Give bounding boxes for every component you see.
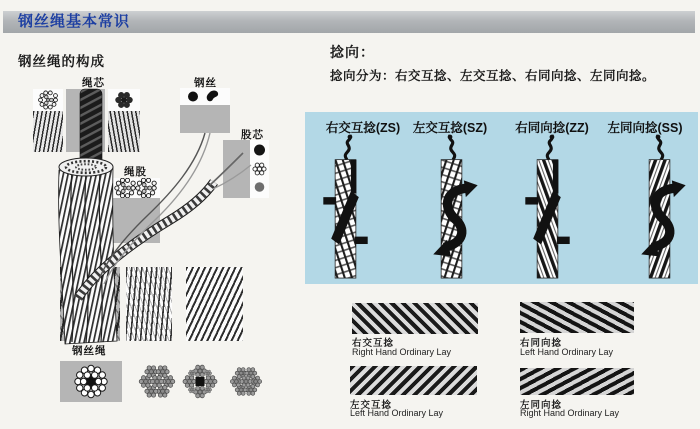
sample-cn-4: 左同向捻 (520, 400, 563, 411)
rope-cross-section-1 (75, 365, 107, 397)
lay-rope-zs (311, 134, 381, 282)
sample-en-4: Right Hand Ordinary Lay (520, 408, 620, 418)
label-strand-core: 股芯 (241, 129, 264, 141)
lay-rope-ss (625, 134, 695, 282)
sample-en-3: Left Hand Ordinary Lay (350, 408, 444, 418)
rope-cross-section-2 (139, 366, 175, 397)
composition-title: 钢丝绳的构成 (18, 54, 105, 69)
label-steel-wire: 钢丝 (194, 77, 217, 89)
rope-cross-section-4 (230, 368, 261, 396)
sample-en-2: Left Hand Ordinary Lay (520, 347, 614, 357)
lay-rope-zz (513, 134, 583, 282)
lay-type-label-ss: 左同向捻(SS) (607, 121, 683, 135)
sample-cn-3: 左交互捻 (350, 400, 393, 411)
page-title: 钢丝绳基本常识 (18, 13, 131, 30)
lay-section-title: 捻向： (330, 44, 375, 60)
sample-cn-1: 右交互捻 (352, 338, 395, 349)
header-bar (3, 11, 695, 33)
sample-rope-left-ordinary (350, 366, 477, 395)
sample-cn-2: 右同向捻 (520, 338, 563, 349)
lay-type-label-sz: 左交互捻(SZ) (412, 121, 488, 135)
rope-construction-illustration (0, 70, 300, 429)
rope-cross-section-3 (183, 365, 217, 398)
lay-type-label-zs: 右交互捻(ZS) (325, 121, 401, 135)
lay-types-panel (305, 112, 698, 284)
lay-type-label-zz: 右同向捻(ZZ) (515, 121, 589, 135)
label-rope-strand: 绳股 (124, 166, 147, 178)
sample-rope-right-ordinary (352, 303, 478, 334)
sample-rope-right-langs (520, 302, 634, 333)
sample-en-1: Right Hand Ordinary Lay (352, 347, 452, 357)
lay-description: 捻向分为：右交互捻、左交互捻、右同向捻、左同向捻。 (330, 69, 656, 83)
label-wire-rope: 钢丝绳 (72, 345, 107, 357)
label-rope-core: 绳芯 (82, 77, 105, 89)
fiber-core-rope (80, 89, 102, 168)
sample-rope-left-langs (520, 368, 634, 395)
lay-rope-sz (417, 134, 487, 282)
